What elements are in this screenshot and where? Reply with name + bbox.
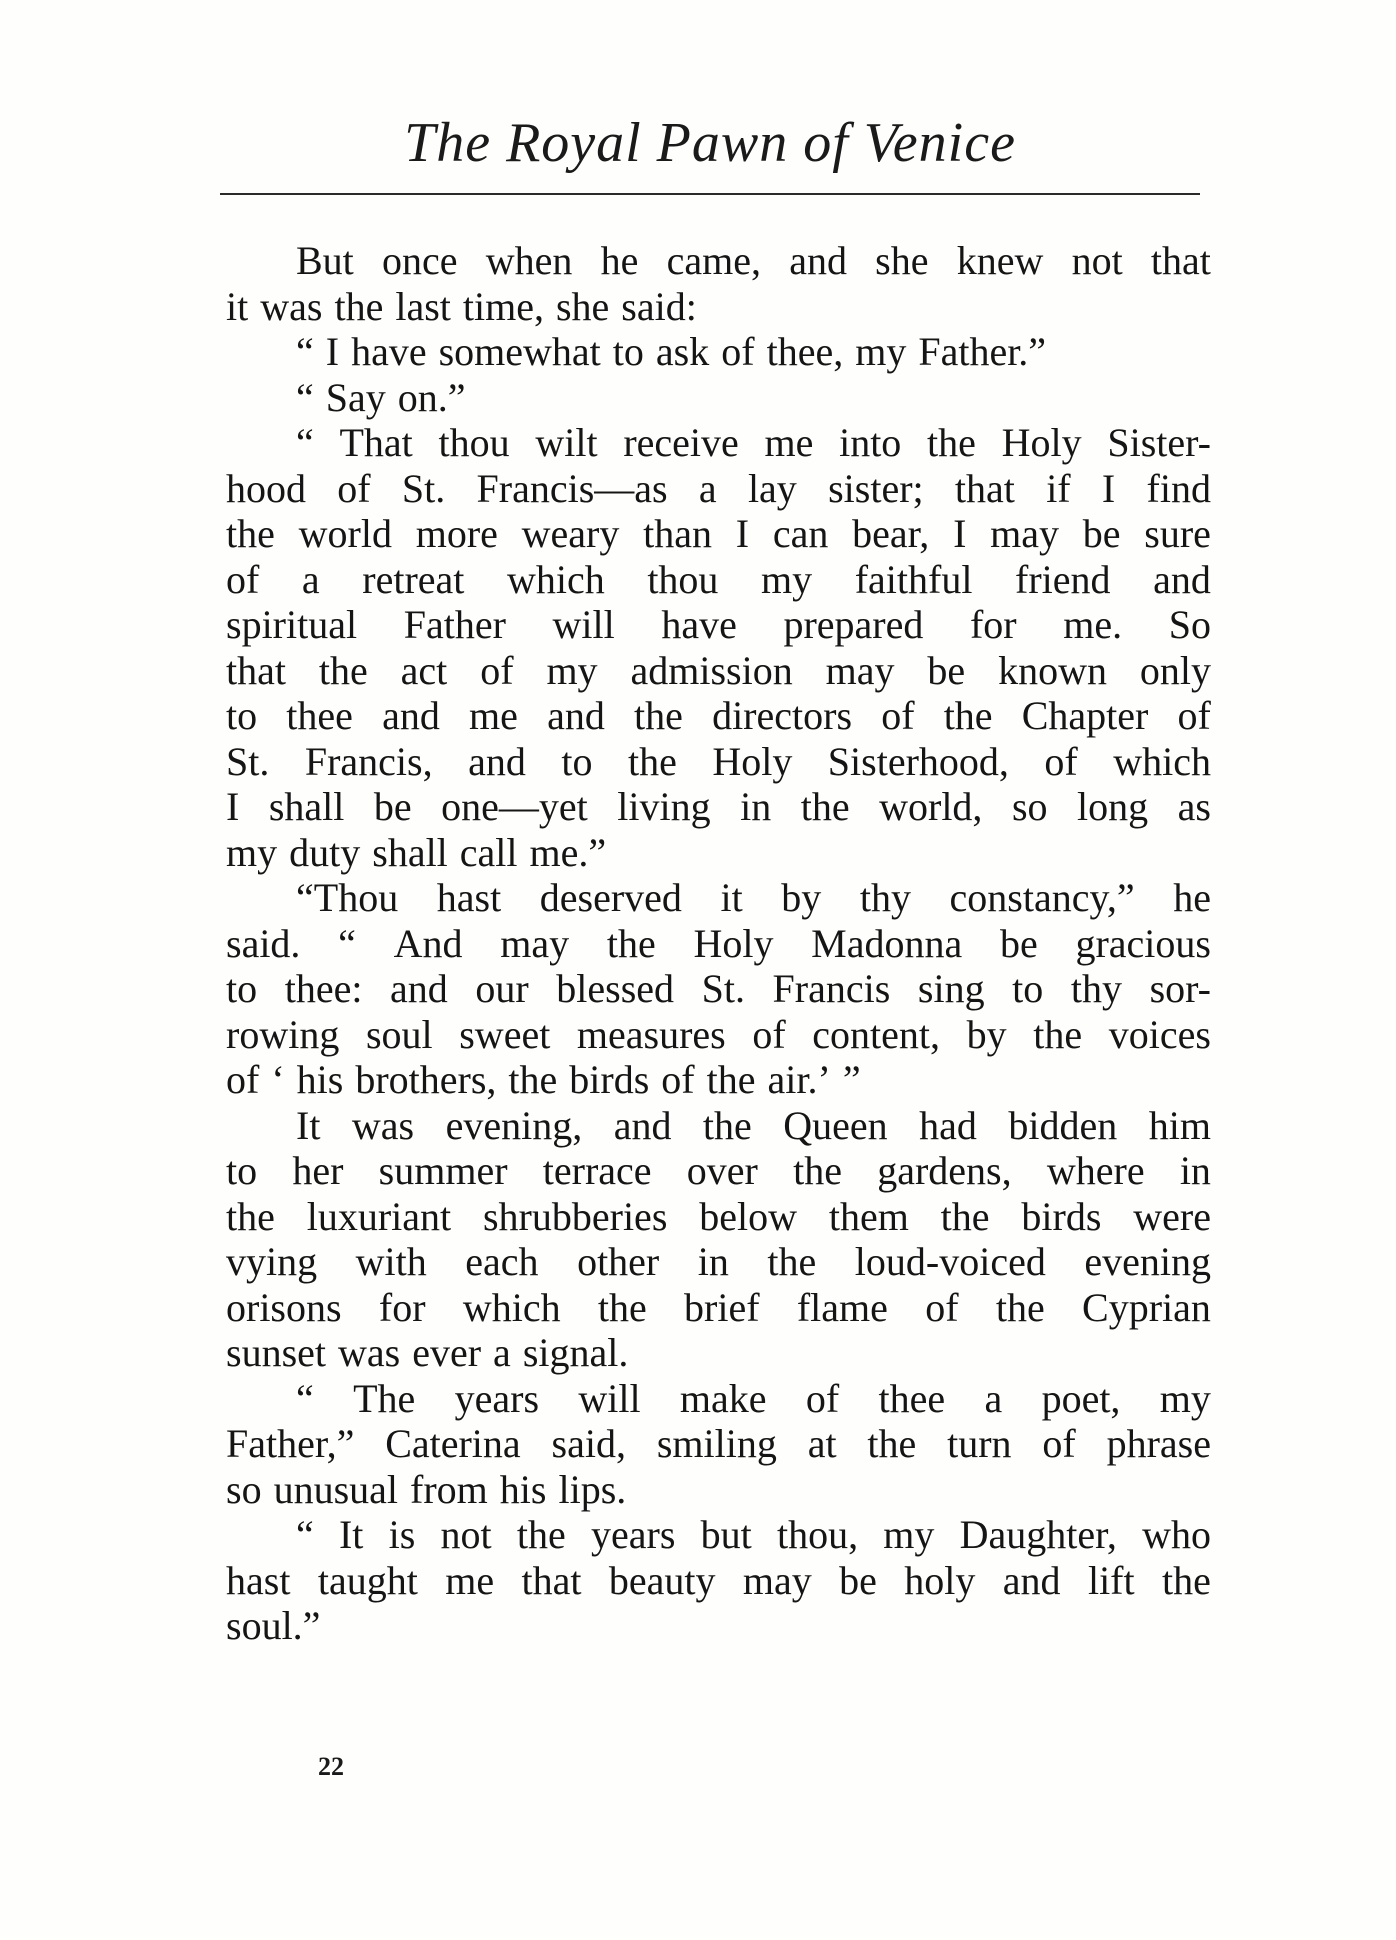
text-line: to her summer terrace over the gardens, where in	[226, 1148, 1211, 1193]
body-text	[226, 238, 1211, 1649]
text-line: “Thou hast deserved it by thy constancy,” he	[296, 875, 1211, 920]
header-rule	[220, 193, 1200, 195]
text-line: orisons for which the brief flame of the Cyprian	[226, 1284, 1211, 1330]
text-line: “ The years will make of thee a poet, my	[296, 1375, 1211, 1421]
text-line: “ Say on.”	[296, 374, 466, 420]
text-line: But once when he came, and she knew not that	[296, 238, 1211, 283]
text-line: spiritual Father will have prepared for me. So	[226, 602, 1211, 647]
text-line: so unusual from his lips.	[226, 1466, 627, 1512]
text-line: “ I have somewhat to ask of thee, my Father.”	[296, 329, 1047, 374]
text-line: of a retreat which thou my faithful friend and	[226, 556, 1211, 602]
text-line: to thee: and our blessed St. Francis sing to thy sor-	[226, 966, 1211, 1011]
text-line: I shall be one—yet living in the world, so long as	[226, 784, 1211, 829]
text-line: the luxuriant shrubberies below them the birds were	[226, 1193, 1211, 1239]
text-line: vying with each other in the loud-voiced evening	[226, 1239, 1211, 1284]
text-line: to thee and me and the directors of the Chapter of	[226, 693, 1211, 738]
text-line: St. Francis, and to the Holy Sisterhood, of which	[226, 738, 1211, 784]
text-line: Father,” Caterina said, smiling at the turn of phrase	[226, 1421, 1211, 1466]
text-line: sunset was ever a signal.	[226, 1330, 629, 1375]
text-line: “ That thou wilt receive me into the Holy Sister-	[296, 420, 1211, 465]
text-line: hood of St. Francis—as a lay sister; that if I find	[226, 465, 1211, 511]
text-line: said. “ And may the Holy Madonna be gracious	[226, 920, 1211, 966]
text-line: hast taught me that beauty may be holy and lift the	[226, 1557, 1211, 1603]
text-line: that the act of my admission may be known only	[226, 647, 1211, 693]
text-line: of ‘ his brothers, the birds of the air.’ ”	[226, 1057, 861, 1102]
running-head: The Royal Pawn of Venice	[404, 112, 1016, 174]
text-line: soul.”	[226, 1603, 321, 1648]
text-line: my duty shall call me.”	[226, 829, 607, 875]
text-line: It was evening, and the Queen had bidden him	[296, 1102, 1211, 1148]
text-line: rowing soul sweet measures of content, by the voices	[226, 1011, 1211, 1057]
text-line: it was the last time, she said:	[226, 283, 697, 329]
text-line: the world more weary than I can bear, I may be sure	[226, 511, 1211, 556]
page-number: 22	[318, 1752, 344, 1781]
text-line: “ It is not the years but thou, my Daughter, who	[296, 1512, 1211, 1557]
